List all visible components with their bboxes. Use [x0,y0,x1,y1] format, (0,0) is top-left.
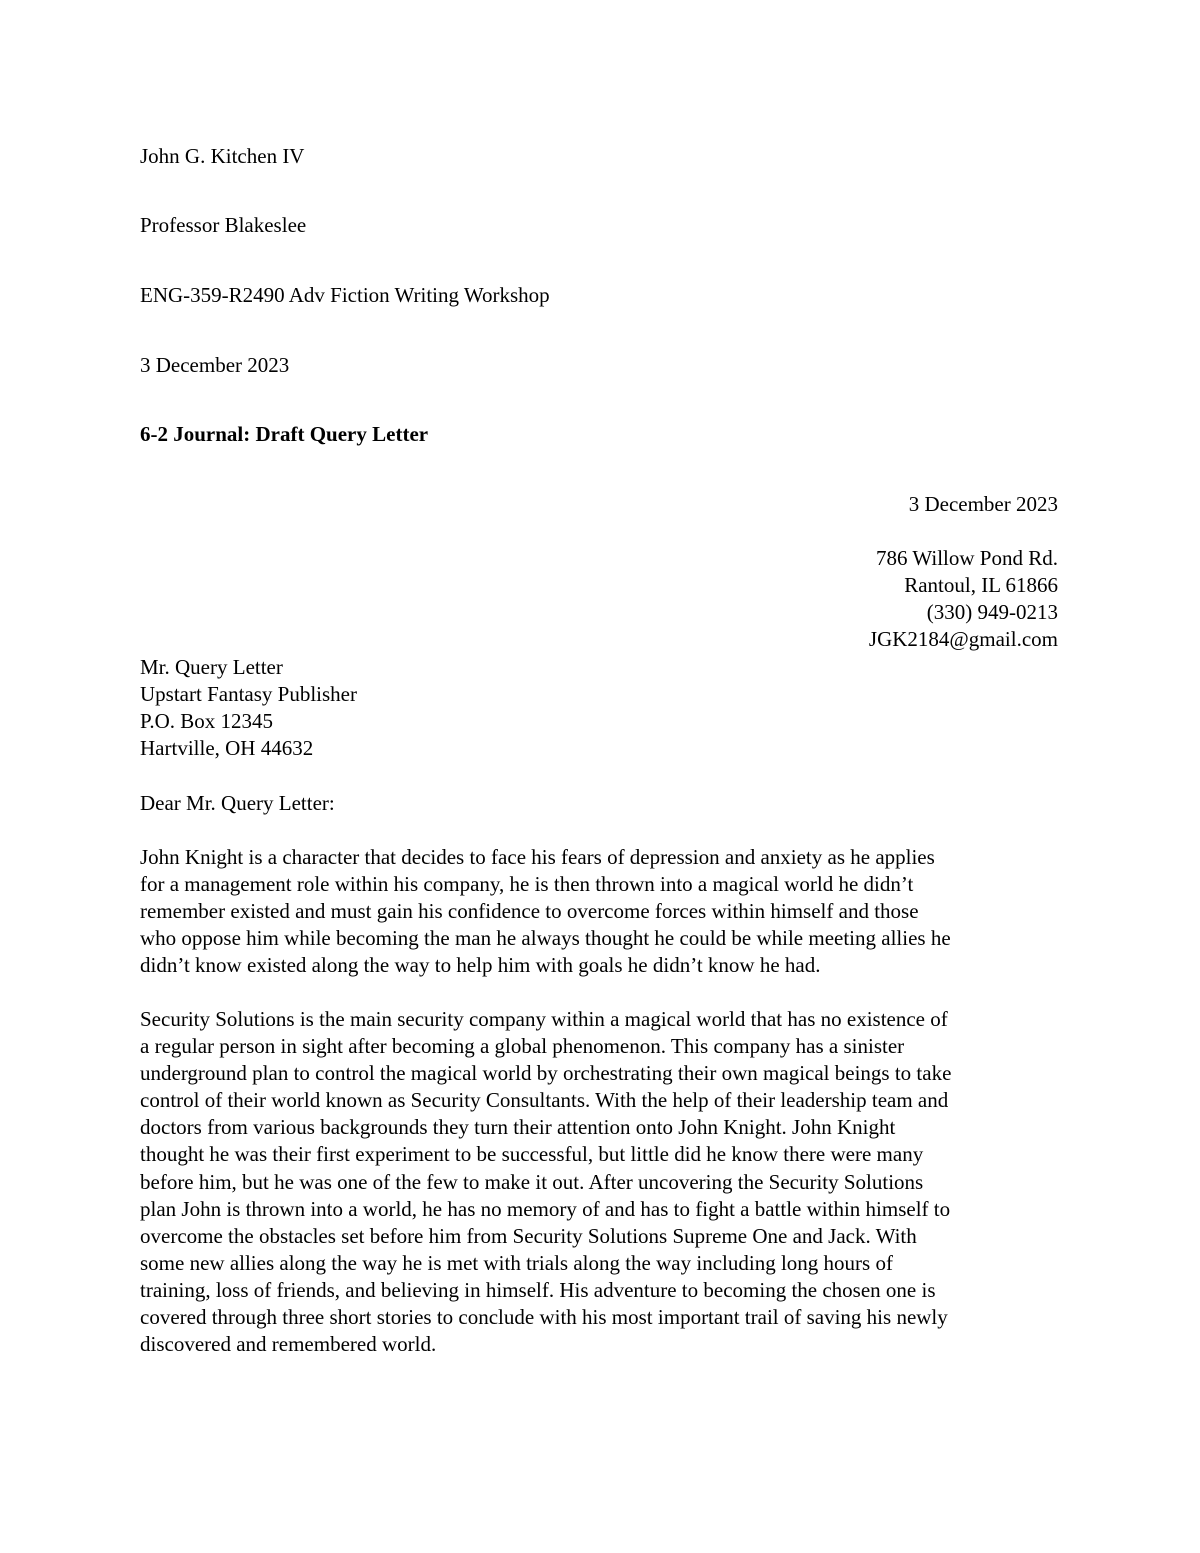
paragraph-line: didn’t know existed along the way to help him with goals he didn’t know he had. [140,953,821,978]
sender-email: JGK2184@gmail.com [868,627,1058,651]
sender-city: Rantoul, IL 61866 [904,573,1058,597]
document-title: 6-2 Journal: Draft Query Letter [140,422,429,446]
sender-address [869,545,1058,653]
paragraph-line: who oppose him while becoming the man he always thought he could be while meeting allies he [140,926,951,951]
salutation: Dear Mr. Query Letter: [140,791,335,815]
paragraph-line: plan John is thrown into a world, he has no memory of and has to fight a battle within himself to [140,1196,951,1221]
paragraph-1 [140,844,1060,979]
header-date: 3 December 2023 [140,353,290,377]
paragraph-line: some new allies along the way he is met with trials along the way including long hours of [140,1250,893,1275]
paragraph-line: before him, but he was one of the few to make it out. After uncovering the Security Solutions [140,1169,924,1194]
paragraph-line: covered through three short stories to conclude with his most important trail of saving his newly [140,1305,948,1330]
paragraph-line: doctors from various backgrounds they turn their attention onto John Knight. John Knight [140,1115,896,1140]
paragraph-line: remember existed and must gain his confidence to overcome forces within himself and those [140,899,919,924]
recipient-address [140,654,357,762]
sender-street: 786 Willow Pond Rd. [876,546,1058,570]
letter-date: 3 December 2023 [908,492,1058,516]
paragraph-line: thought he was their first experiment to be successful, but little did he know there were many [140,1142,924,1167]
paragraph-2 [140,1006,1060,1358]
recipient-name: Mr. Query Letter [140,655,283,679]
paragraph-line: John Knight is a character that decides to face his fears of depression and anxiety as he applies [140,845,935,869]
author-name: John G. Kitchen IV [140,144,305,168]
paragraph-line: for a management role within his company, he is then thrown into a magical world he didn’t [140,872,914,897]
paragraph-line: control of their world known as Security Consultants. With the help of their leadership team and [140,1088,949,1113]
sender-phone: (330) 949-0213 [926,600,1058,624]
recipient-po-box: P.O. Box 12345 [140,709,274,733]
paragraph-line: underground plan to control the magical world by orchestrating their own magical beings to take [140,1061,952,1086]
paragraph-line: a regular person in sight after becoming a global phenomenon. This company has a sinister [140,1034,905,1059]
recipient-company: Upstart Fantasy Publisher [140,682,357,706]
paragraph-line: discovered and remembered world. [140,1332,437,1357]
paragraph-line: overcome the obstacles set before him from Security Solutions Supreme One and Jack. With [140,1223,917,1248]
professor-name: Professor Blakeslee [140,213,307,237]
course-name: ENG-359-R2490 Adv Fiction Writing Workshop [140,283,550,307]
paragraph-line: training, loss of friends, and believing in himself. His adventure to becoming the chosen one is [140,1277,936,1302]
recipient-city: Hartville, OH 44632 [140,736,314,760]
paragraph-line: Security Solutions is the main security company within a magical world that has no existence of [140,1007,948,1031]
